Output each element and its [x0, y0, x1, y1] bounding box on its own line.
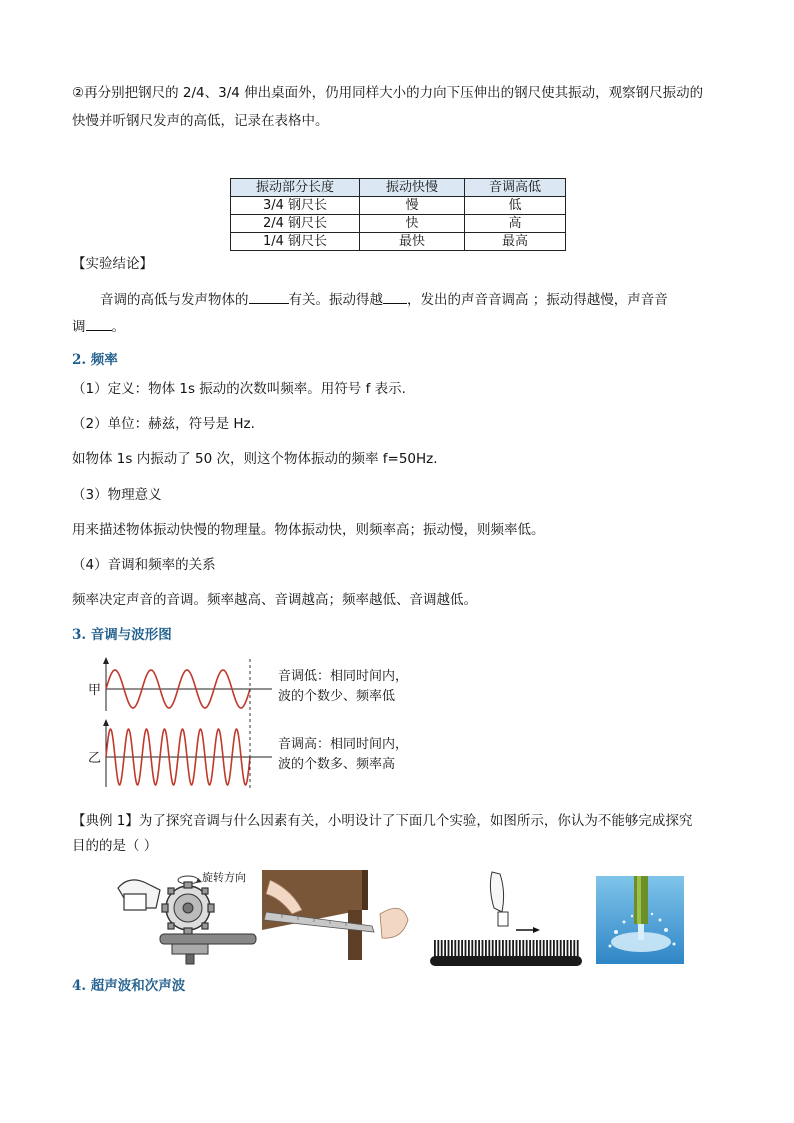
comb-tooth: [516, 940, 518, 958]
axis-arrow-icon: [103, 719, 109, 726]
comb-tooth: [529, 940, 531, 958]
conclusion-text: 。: [111, 319, 125, 335]
relation-title: （4）音调和频率的关系: [72, 557, 216, 573]
comb-tooth: [539, 940, 541, 958]
comb-tooth: [482, 940, 484, 958]
water-icon: [596, 876, 684, 964]
comb-tooth: [448, 940, 450, 958]
comb-tooth: [478, 940, 480, 958]
example1-line1: 【典例 1】为了探究音调与什么因素有关，小明设计了下面几个实验，如图所示，你认为不能够完成探究: [72, 813, 693, 829]
relation-text: 频率决定声音的音调。频率越高、音调越高；频率越低、音调越低。: [72, 592, 477, 608]
wave-a-caption-1: 音调低：相同时间内，: [278, 669, 409, 684]
comb-tooth: [526, 940, 528, 958]
comb-card-figure: [428, 868, 584, 968]
table-cell: 高: [465, 215, 566, 233]
comb-tooth: [563, 940, 565, 958]
table-row: [231, 233, 566, 251]
comb-tooth: [471, 940, 473, 958]
table-cell: 最高: [465, 233, 566, 251]
conclusion-text: 调: [72, 319, 86, 335]
conclusion-line2: [72, 316, 125, 337]
comb-tooth: [485, 940, 487, 958]
wave-b-label: 乙: [88, 751, 102, 766]
step2-line1: ②再分别把钢尺的 2/4、3/4 伸出桌面外，仍用同样大小的力向下压伸出的钢尺使其振动，观察钢尺振动的: [72, 85, 704, 101]
comb-tooth: [570, 940, 572, 958]
meaning-title: （3）物理意义: [72, 487, 162, 503]
table-row: [231, 215, 566, 233]
comb-tooth: [458, 940, 460, 958]
comb-tooth: [505, 940, 507, 958]
comb-icon: [428, 868, 584, 968]
conclusion-text: ，发出的声音音调高 ；振动得越慢，声音音: [407, 292, 668, 308]
comb-tooth: [560, 940, 562, 958]
frequency-definition: （1）定义：物体 1s 振动的次数叫频率。用符号 f 表示.: [72, 381, 406, 397]
table-cell: 快: [360, 215, 465, 233]
axis-arrow-icon: [103, 657, 109, 664]
conclusion-line1: [100, 289, 668, 310]
section-heading: 2. 频率: [72, 352, 118, 368]
comb-tooth: [495, 940, 497, 958]
answer-blank[interactable]: [86, 316, 112, 331]
comb-tooth: [444, 940, 446, 958]
comb-tooth: [567, 940, 569, 958]
comb-tooth: [502, 940, 504, 958]
wave-a-caption-2: 波的个数少、频率低: [278, 689, 396, 704]
waveform-figure: [72, 655, 432, 795]
conclusion-text: 音调的高低与发声物体的: [100, 292, 249, 308]
comb-tooth: [465, 940, 467, 958]
comb-tooth: [519, 940, 521, 958]
comb-tooth: [536, 940, 538, 958]
frequency-example: 如物体 1s 内振动了 50 次，则这个物体振动的频率 f=50Hz.: [72, 451, 438, 467]
answer-blank[interactable]: [249, 289, 289, 304]
rotation-direction-label: 旋转方向: [202, 871, 246, 884]
wave-b-caption-2: 波的个数多、频率高: [278, 757, 396, 772]
comb-tooth: [441, 940, 443, 958]
water-splash-photo: [596, 876, 684, 964]
comb-tooth: [488, 940, 490, 958]
comb-tooth: [550, 940, 552, 958]
table-cell: 最快: [360, 233, 465, 251]
comb-tooth: [543, 940, 545, 958]
gear-card-figure: [110, 868, 260, 968]
ruler-table-figure: [262, 870, 412, 960]
comb-tooth: [451, 940, 453, 958]
comb-tooth: [546, 940, 548, 958]
comb-tooth: [509, 940, 511, 958]
answer-blank[interactable]: [383, 289, 407, 304]
table-cell: 低: [465, 197, 566, 215]
example1-line2: 目的的是（ ）: [72, 838, 158, 854]
comb-teeth: [434, 940, 579, 958]
comb-tooth: [454, 940, 456, 958]
frequency-unit: （2）单位：赫兹，符号是 Hz.: [72, 416, 255, 432]
table-cell: 2/4 钢尺长: [231, 215, 360, 233]
table-cell: 1/4 钢尺长: [231, 233, 360, 251]
table-cell: 慢: [360, 197, 465, 215]
table-row: [231, 197, 566, 215]
step2-line2: 快慢并听钢尺发声的高低，记录在表格中。: [72, 113, 329, 129]
comb-tooth: [522, 940, 524, 958]
table-header: 音调高低: [465, 179, 566, 197]
comb-tooth: [556, 940, 558, 958]
section-heading: 3. 音调与波形图: [72, 627, 172, 643]
comb-tooth: [468, 940, 470, 958]
ruler-icon: [262, 870, 412, 960]
comb-tooth: [461, 940, 463, 958]
comb-tooth: [553, 940, 555, 958]
conclusion-text: 有关。振动得越: [288, 292, 383, 308]
section-heading: 4. 超声波和次声波: [72, 978, 186, 994]
comb-tooth: [533, 940, 535, 958]
table-header: 振动部分长度: [231, 179, 360, 197]
meaning-text: 用来描述物体振动快慢的物理量。物体振动快，则频率高；振动慢，则频率低。: [72, 522, 545, 538]
comb-tooth: [512, 940, 514, 958]
comb-tooth: [577, 940, 579, 958]
table-cell: 3/4 钢尺长: [231, 197, 360, 215]
wave-a-label: 甲: [88, 683, 102, 698]
comb-tooth: [437, 940, 439, 958]
comb-tooth: [499, 940, 501, 958]
comb-tooth: [492, 940, 494, 958]
table-header-row: [231, 179, 566, 197]
table-header: 振动快慢: [360, 179, 465, 197]
results-table: [230, 178, 566, 251]
comb-tooth: [475, 940, 477, 958]
conclusion-title: 【实验结论】: [72, 256, 153, 272]
comb-tooth: [434, 940, 436, 958]
wave-b-caption-1: 音调高：相同时间内，: [278, 737, 409, 752]
comb-tooth: [573, 940, 575, 958]
